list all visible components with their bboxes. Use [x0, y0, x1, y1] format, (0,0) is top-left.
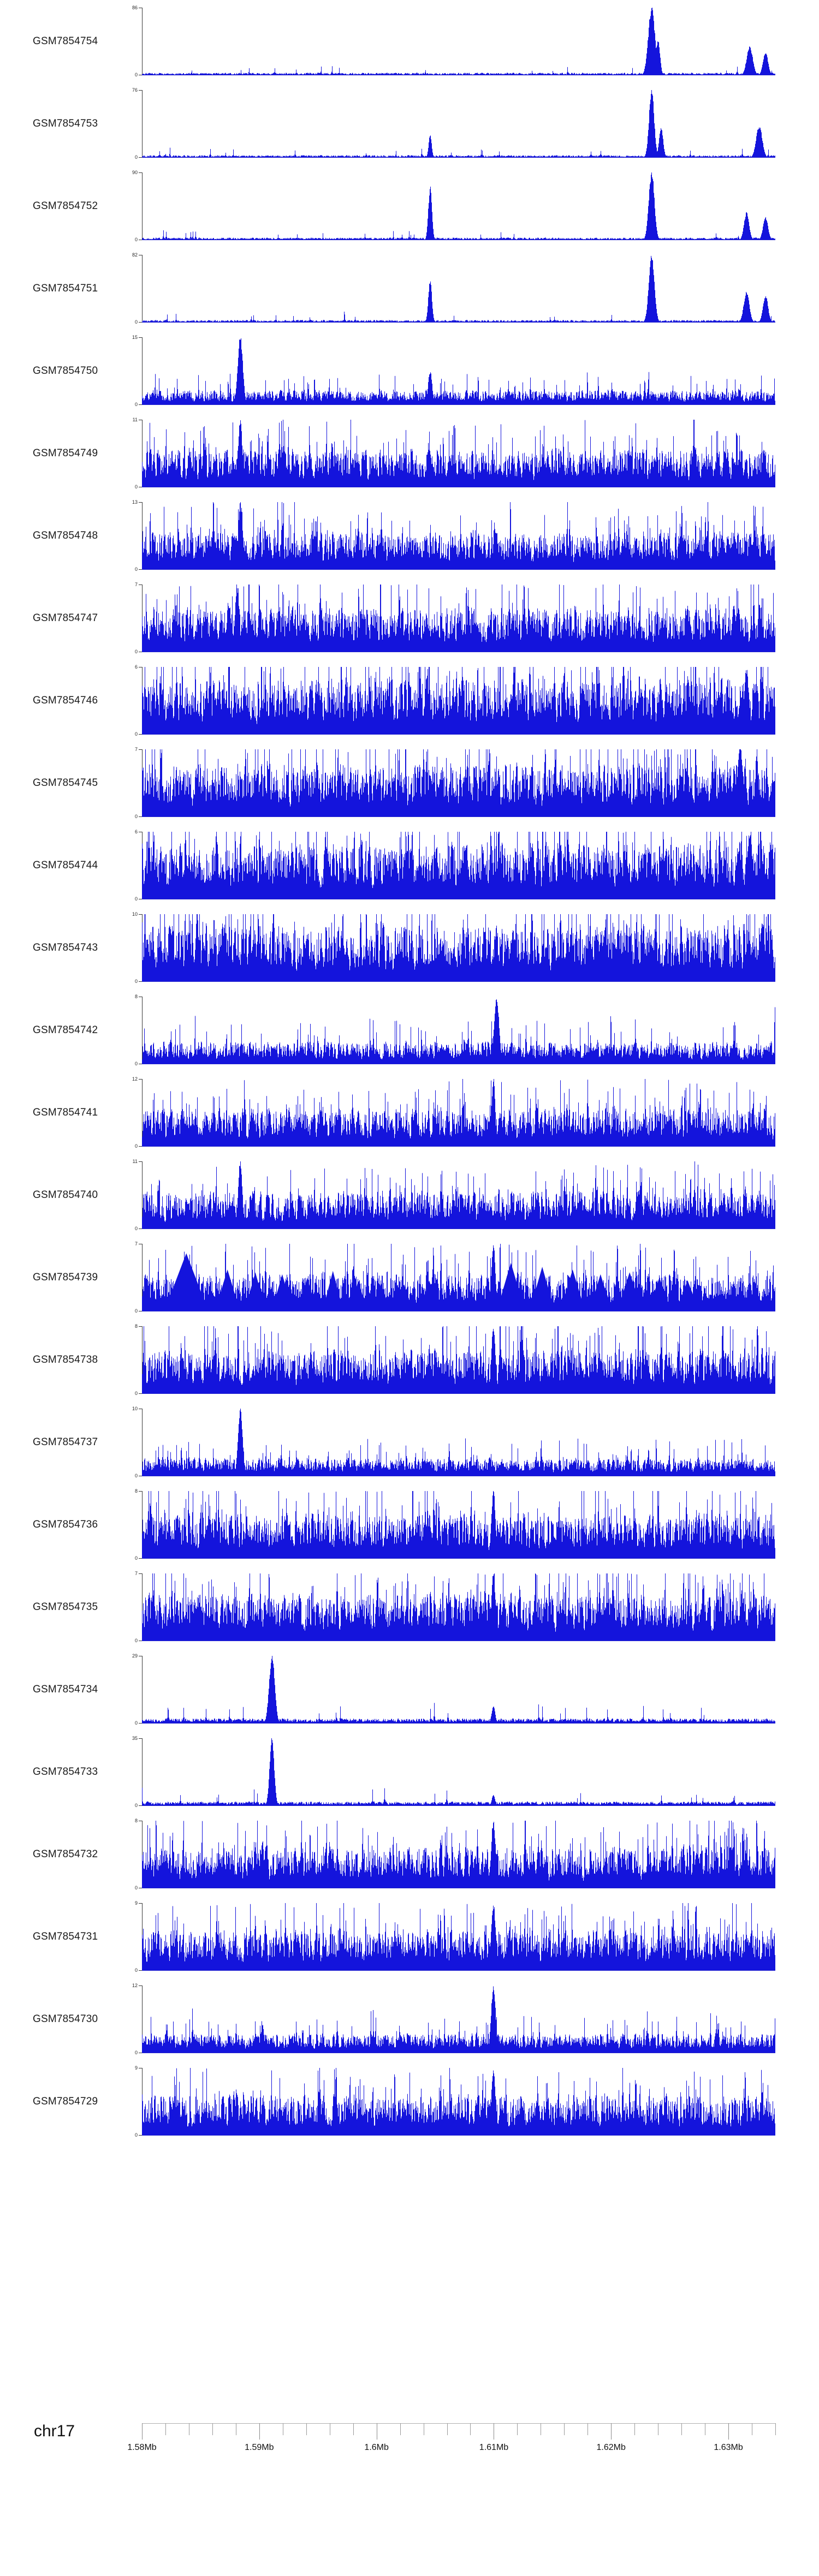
ruler-tick-label: 1.6Mb	[364, 2443, 389, 2452]
y-axis-max-label: 9	[134, 1900, 138, 1906]
track-baseline	[142, 816, 775, 817]
track-label: GSM7854734	[33, 1683, 98, 1695]
y-axis-max-label: 11	[132, 417, 138, 422]
track-label: GSM7854744	[33, 859, 98, 871]
track-baseline	[142, 734, 775, 735]
y-axis-min-label: 0	[134, 567, 138, 572]
track-plot[interactable]	[132, 335, 775, 407]
track-row[interactable]	[0, 1813, 819, 1895]
chromosome-label: chr17	[34, 2422, 75, 2440]
track-plot[interactable]	[134, 2065, 775, 2138]
track-plot[interactable]	[132, 252, 775, 325]
track-label: GSM7854733	[33, 1766, 98, 1778]
track-plot[interactable]	[132, 87, 775, 160]
track-row[interactable]	[0, 907, 819, 989]
track-label: GSM7854746	[33, 694, 98, 706]
track-label: GSM7854753	[33, 117, 98, 129]
track-label: GSM7854731	[33, 1930, 98, 1942]
ruler-tick-label: 1.58Mb	[127, 2443, 157, 2452]
track-row[interactable]	[0, 330, 819, 412]
ruler-axis-line	[142, 2423, 775, 2424]
track-signal-plot	[142, 1656, 775, 1724]
track-row[interactable]	[0, 577, 819, 659]
y-axis-max-label: 7	[134, 582, 138, 587]
track-plot[interactable]	[134, 747, 775, 819]
track-row[interactable]	[0, 742, 819, 824]
y-axis-max-label: 35	[132, 1736, 138, 1741]
ruler-tick-label: 1.63Mb	[714, 2443, 743, 2452]
y-axis-min-label: 0	[134, 896, 138, 902]
y-axis-min-label: 0	[134, 1720, 138, 1726]
genome-ruler	[0, 2401, 819, 2511]
track-signal-plot	[142, 337, 775, 405]
track-label: GSM7854737	[33, 1436, 98, 1448]
track-row[interactable]	[0, 165, 819, 247]
track-baseline	[142, 1393, 775, 1394]
ruler-minor-tick	[212, 2423, 213, 2435]
y-axis-min-label: 0	[134, 1061, 138, 1066]
track-plot[interactable]	[134, 829, 775, 902]
track-label: GSM7854732	[33, 1848, 98, 1860]
y-axis-max-label: 12	[132, 1983, 138, 1988]
y-axis-max-label: 29	[132, 1653, 138, 1659]
track-signal-plot	[142, 1903, 775, 1971]
track-label: GSM7854736	[33, 1518, 98, 1530]
y-axis-max-label: 13	[132, 499, 138, 505]
y-axis-max-label: 15	[132, 335, 138, 340]
track-label: GSM7854749	[33, 447, 98, 459]
track-row[interactable]	[0, 1648, 819, 1731]
y-axis-min-label: 0	[134, 402, 138, 407]
ruler-minor-tick	[447, 2423, 448, 2435]
ruler-minor-tick	[681, 2423, 682, 2435]
track-label: GSM7854742	[33, 1024, 98, 1036]
track-row[interactable]	[0, 1895, 819, 1978]
track-row[interactable]	[0, 659, 819, 742]
ruler-tick-label: 1.62Mb	[596, 2443, 626, 2452]
ruler-major-tick	[611, 2423, 612, 2440]
track-signal-plot	[142, 1326, 775, 1394]
y-axis-min-label: 0	[134, 72, 138, 77]
track-baseline	[142, 1723, 775, 1724]
track-row[interactable]	[0, 1319, 819, 1401]
track-plot[interactable]	[134, 1323, 775, 1396]
y-axis-max-label: 8	[134, 1488, 138, 1494]
y-axis-min-label: 0	[134, 731, 138, 737]
y-axis-min-label: 0	[134, 1967, 138, 1973]
ruler-tick-label: 1.61Mb	[479, 2443, 509, 2452]
track-row[interactable]	[0, 0, 819, 82]
ruler-minor-tick	[165, 2423, 166, 2435]
track-plot[interactable]	[134, 1571, 775, 1643]
y-axis-min-label: 0	[134, 1885, 138, 1891]
track-label: GSM7854745	[33, 777, 98, 789]
track-signal-plot	[142, 420, 775, 487]
ruler-minor-tick	[587, 2423, 588, 2435]
track-label: GSM7854741	[33, 1106, 98, 1118]
track-plot[interactable]	[132, 1159, 775, 1231]
track-signal-plot	[142, 1573, 775, 1641]
y-axis-max-label: 6	[134, 664, 138, 670]
ruler-minor-tick	[470, 2423, 471, 2435]
track-label: GSM7854729	[33, 2095, 98, 2107]
y-axis-max-label: 8	[134, 994, 138, 999]
ruler-minor-tick	[634, 2423, 635, 2435]
y-axis-min-label: 0	[134, 2050, 138, 2055]
track-label: GSM7854751	[33, 282, 98, 294]
track-signal-plot	[142, 832, 775, 899]
track-signal-plot	[142, 1079, 775, 1147]
track-baseline	[142, 1146, 775, 1147]
track-signal-plot	[142, 997, 775, 1064]
track-signal-plot	[142, 749, 775, 817]
track-signal-plot	[142, 1985, 775, 2053]
track-label: GSM7854750	[33, 365, 98, 377]
track-signal-plot	[142, 172, 775, 240]
track-baseline	[142, 981, 775, 982]
track-baseline	[142, 157, 775, 158]
track-plot[interactable]	[134, 1488, 775, 1561]
y-axis-min-label: 0	[134, 979, 138, 984]
y-axis-min-label: 0	[134, 1473, 138, 1478]
track-label: GSM7854748	[33, 529, 98, 541]
track-row[interactable]	[0, 1154, 819, 1236]
track-label: GSM7854754	[33, 35, 98, 47]
y-axis-min-label: 0	[134, 649, 138, 654]
y-axis-min-label: 0	[134, 237, 138, 242]
ruler-tick-label: 1.59Mb	[245, 2443, 274, 2452]
track-signal-plot	[142, 1491, 775, 1559]
track-plot[interactable]	[134, 1818, 775, 1891]
track-row[interactable]	[0, 1236, 819, 1319]
y-axis-max-label: 8	[134, 1818, 138, 1823]
track-row[interactable]	[0, 2060, 819, 2143]
track-plot[interactable]	[132, 1406, 775, 1478]
track-plot[interactable]	[132, 499, 775, 572]
track-signal-plot	[142, 914, 775, 982]
ruler-major-tick	[259, 2423, 260, 2440]
y-axis-max-label: 82	[132, 252, 138, 258]
track-row[interactable]	[0, 247, 819, 330]
y-axis-min-label: 0	[134, 1226, 138, 1231]
track-plot[interactable]	[132, 1736, 775, 1808]
track-plot[interactable]	[132, 170, 775, 242]
track-plot[interactable]	[132, 1653, 775, 1726]
y-axis-min-label: 0	[134, 154, 138, 160]
track-baseline	[142, 2135, 775, 2136]
track-row[interactable]	[0, 1978, 819, 2060]
track-plot[interactable]	[134, 664, 775, 737]
track-signal-plot	[142, 1244, 775, 1311]
track-plot[interactable]	[134, 582, 775, 654]
track-row[interactable]	[0, 412, 819, 494]
track-row[interactable]	[0, 1566, 819, 1648]
ruler-minor-tick	[775, 2423, 776, 2435]
track-plot[interactable]	[132, 417, 775, 490]
y-axis-max-label: 11	[132, 1159, 138, 1164]
track-baseline	[142, 1805, 775, 1806]
y-axis-max-label: 86	[132, 5, 138, 10]
track-signal-plot	[142, 2068, 775, 2136]
y-axis-min-label: 0	[134, 1803, 138, 1808]
track-signal-plot	[142, 8, 775, 75]
track-plot[interactable]	[132, 911, 775, 984]
y-axis-max-label: 8	[134, 1323, 138, 1329]
track-signal-plot	[142, 502, 775, 570]
y-axis-max-label: 10	[132, 1406, 138, 1411]
track-plot[interactable]	[134, 1241, 775, 1314]
track-plot[interactable]	[134, 994, 775, 1066]
track-signal-plot	[142, 1409, 775, 1476]
track-signal-plot	[142, 1161, 775, 1229]
track-signal-plot	[142, 90, 775, 158]
track-row[interactable]	[0, 1071, 819, 1154]
track-plot[interactable]	[134, 1900, 775, 1973]
y-axis-max-label: 6	[134, 829, 138, 834]
track-plot[interactable]	[132, 5, 775, 77]
track-row[interactable]	[0, 1731, 819, 1813]
track-label: GSM7854739	[33, 1271, 98, 1283]
track-baseline	[142, 322, 775, 323]
track-label: GSM7854730	[33, 2013, 98, 2025]
y-axis-max-label: 76	[132, 87, 138, 93]
y-axis-max-label: 90	[132, 170, 138, 175]
track-label: GSM7854735	[33, 1601, 98, 1613]
track-plot[interactable]	[132, 1983, 775, 2055]
y-axis-max-label: 12	[132, 1076, 138, 1082]
y-axis-max-label: 10	[132, 911, 138, 917]
y-axis-min-label: 0	[134, 319, 138, 325]
track-label: GSM7854752	[33, 200, 98, 212]
track-baseline	[142, 1558, 775, 1559]
ruler-minor-tick	[400, 2423, 401, 2435]
track-label: GSM7854747	[33, 612, 98, 624]
ruler-minor-tick	[517, 2423, 518, 2435]
y-axis-min-label: 0	[134, 1638, 138, 1643]
track-row[interactable]	[0, 1483, 819, 1566]
y-axis-min-label: 0	[134, 814, 138, 819]
y-axis-min-label: 0	[134, 1391, 138, 1396]
track-label: GSM7854740	[33, 1189, 98, 1201]
track-row[interactable]	[0, 824, 819, 907]
y-axis-min-label: 0	[134, 1308, 138, 1314]
y-axis-min-label: 0	[134, 484, 138, 490]
ruler-minor-tick	[353, 2423, 354, 2435]
y-axis-max-label: 7	[134, 747, 138, 752]
ruler-major-tick	[728, 2423, 729, 2440]
track-row[interactable]	[0, 494, 819, 577]
track-baseline	[142, 1970, 775, 1971]
track-row[interactable]	[0, 989, 819, 1071]
y-axis-min-label: 0	[134, 2132, 138, 2138]
track-signal-plot	[142, 667, 775, 735]
track-baseline	[142, 569, 775, 570]
track-row[interactable]	[0, 82, 819, 165]
track-plot[interactable]	[132, 1076, 775, 1149]
track-baseline	[142, 404, 775, 405]
ruler-minor-tick	[564, 2423, 565, 2435]
ruler-minor-tick	[306, 2423, 307, 2435]
track-row[interactable]	[0, 1401, 819, 1483]
y-axis-max-label: 7	[134, 1571, 138, 1576]
track-signal-plot	[142, 1738, 775, 1806]
track-label: GSM7854743	[33, 941, 98, 953]
y-axis-max-label: 9	[134, 2065, 138, 2071]
y-axis-min-label: 0	[134, 1555, 138, 1561]
track-label: GSM7854738	[33, 1353, 98, 1365]
ruler-major-tick	[142, 2423, 143, 2440]
track-signal-plot	[142, 1821, 775, 1888]
y-axis-max-label: 7	[134, 1241, 138, 1247]
track-signal-plot	[142, 585, 775, 652]
track-signal-plot	[142, 255, 775, 323]
y-axis-min-label: 0	[134, 1143, 138, 1149]
